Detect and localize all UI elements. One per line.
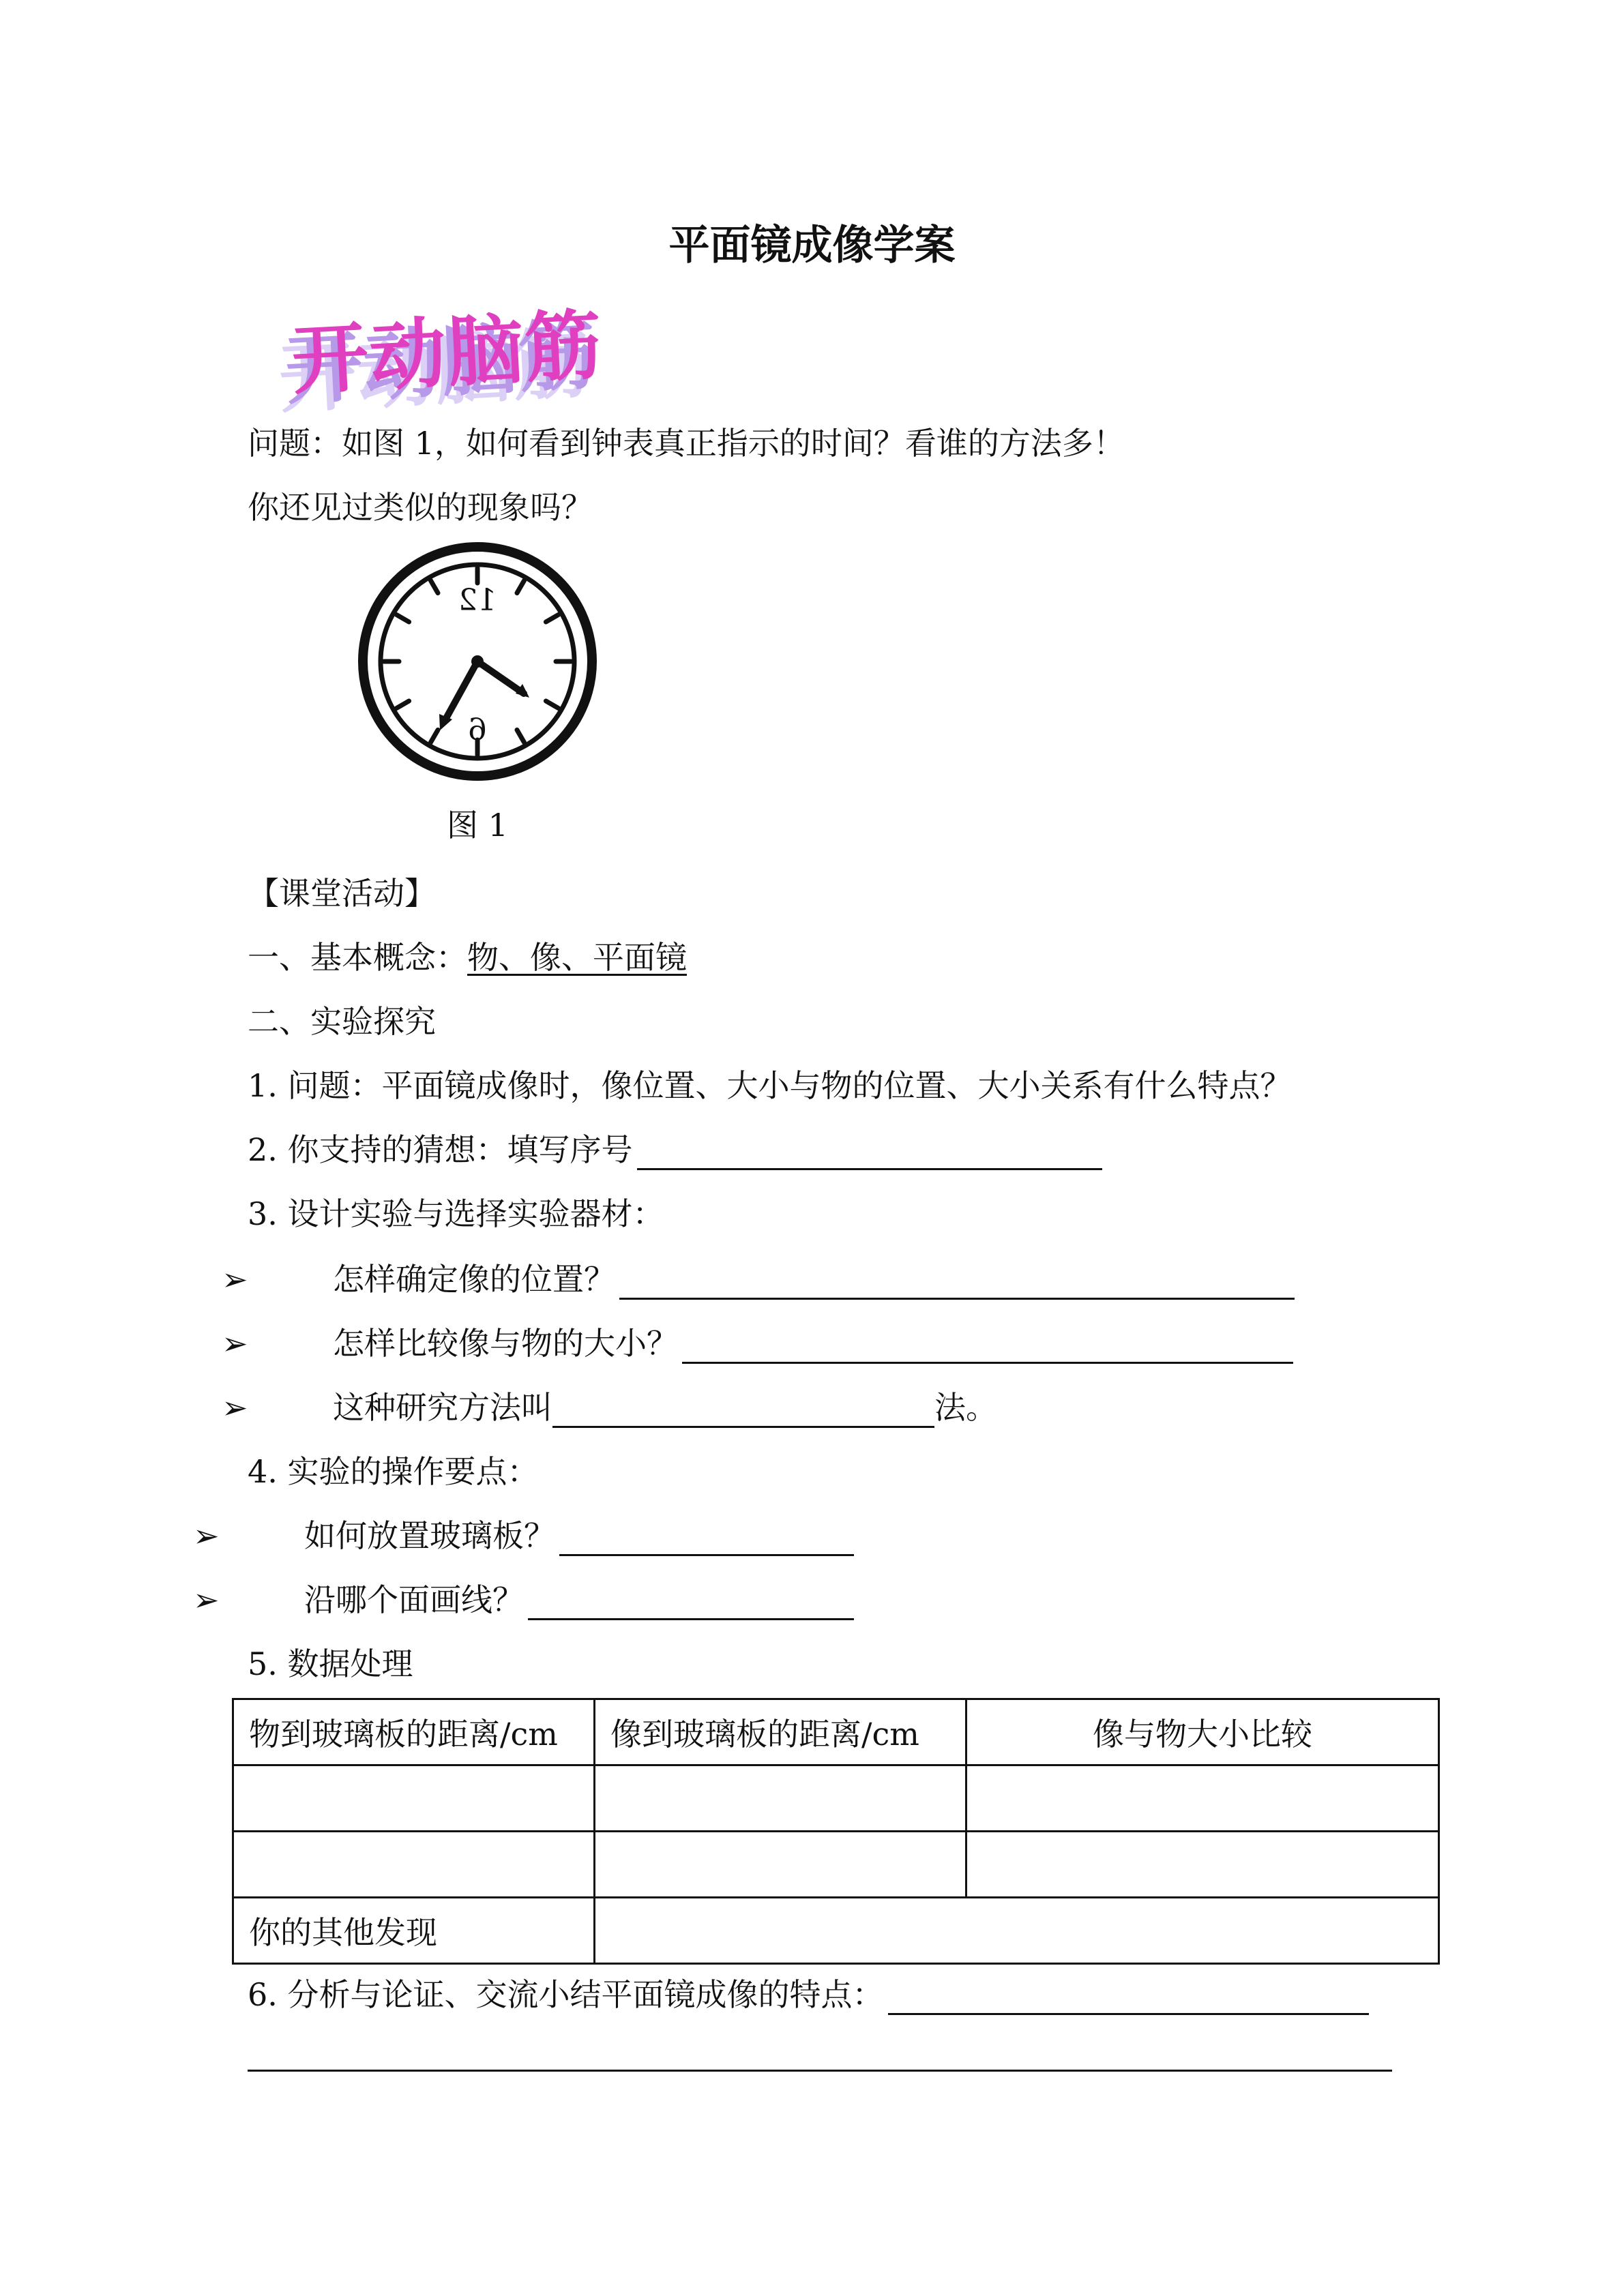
glass-placement-blank[interactable] <box>559 1521 854 1556</box>
mirrored-clock-figure <box>355 542 600 781</box>
table-cell[interactable] <box>233 1765 595 1832</box>
activity-header: 【课堂活动】 <box>248 875 436 912</box>
bullet-arrow: ➢ <box>222 1325 248 1362</box>
item-3-bullet-3-suffix: 法。 <box>934 1389 997 1426</box>
section-basic-concepts <box>248 937 687 978</box>
bullet-arrow: ➢ <box>193 1581 220 1618</box>
figure-caption: 图 1 <box>447 807 508 844</box>
item-4-operations: 4. 实验的操作要点： <box>248 1453 539 1490</box>
table-row-other-findings <box>233 1898 1439 1964</box>
table-header-image-distance: 像到玻璃板的距离/cm <box>595 1699 966 1765</box>
table-row <box>233 1832 1439 1898</box>
item-4-bullet-2-label: 沿哪个面画线？ <box>304 1581 524 1618</box>
summary-blank-line-2[interactable] <box>248 2070 1392 2072</box>
table-row <box>233 1765 1439 1832</box>
item-5-data-processing: 5. 数据处理 <box>248 1645 413 1682</box>
item-2-hypothesis <box>248 1129 1102 1170</box>
item-6-label: 6. 分析与论证、交流小结平面镜成像的特点： <box>248 1976 884 2013</box>
section-experiment: 二、实验探究 <box>248 1003 436 1040</box>
image-position-blank[interactable] <box>619 1265 1295 1300</box>
bullet-arrow: ➢ <box>193 1517 220 1554</box>
table-header-row <box>233 1699 1439 1765</box>
table-cell[interactable] <box>595 1765 966 1832</box>
table-cell[interactable] <box>233 1832 595 1898</box>
table-header-size-comparison: 像与物大小比较 <box>966 1699 1439 1765</box>
concept-terms: 物、像、平面镜 <box>467 939 687 976</box>
intro-question: 问题：如图 1，如何看到钟表真正指示的时间？看谁的方法多！ <box>248 425 1125 462</box>
item-6-summary <box>248 1974 1369 2015</box>
page-title: 平面镜成像学案 <box>668 222 956 269</box>
item-3-bullet-3-prefix: 这种研究方法叫 <box>333 1389 552 1426</box>
draw-line-blank[interactable] <box>528 1585 854 1620</box>
item-2-label: 2. 你支持的猜想：填写序号 <box>248 1131 633 1168</box>
clock-numeral-6: 6 <box>468 713 487 747</box>
table-cell[interactable] <box>595 1832 966 1898</box>
item-1-question: 1. 问题：平面镜成像时，像位置、大小与物的位置、大小关系有什么特点？ <box>248 1067 1292 1104</box>
item-3-bullet-method <box>333 1387 997 1428</box>
item-4-bullet-1-label: 如何放置玻璃板？ <box>304 1517 555 1554</box>
intro-followup: 你还见过类似的现象吗？ <box>248 489 593 526</box>
item-4-bullet-glass-placement <box>304 1515 854 1556</box>
item-3-bullet-2-label: 怎样比较像与物的大小？ <box>333 1325 678 1362</box>
item-3-bullet-size-compare <box>333 1323 1293 1364</box>
section-basic-concepts-prefix: 一、基本概念： <box>248 939 467 976</box>
bullet-arrow: ➢ <box>222 1389 248 1426</box>
method-blank[interactable] <box>552 1393 934 1428</box>
other-findings-cell[interactable] <box>595 1898 1439 1964</box>
item-3-bullet-image-position <box>333 1259 1295 1300</box>
summary-blank[interactable] <box>888 1980 1369 2015</box>
data-table <box>232 1698 1440 1965</box>
item-3-bullet-1-label: 怎样确定像的位置？ <box>333 1261 615 1298</box>
size-compare-blank[interactable] <box>682 1329 1293 1364</box>
clock-numeral-12: 12 <box>458 583 497 618</box>
table-header-object-distance: 物到玻璃板的距离/cm <box>233 1699 595 1765</box>
item-3-design: 3. 设计实验与选择实验器材： <box>248 1195 664 1232</box>
bullet-arrow: ➢ <box>222 1261 248 1298</box>
wordart-heading: 开动脑筋 <box>289 301 606 406</box>
table-cell[interactable] <box>966 1832 1439 1898</box>
item-4-bullet-draw-line <box>304 1579 854 1620</box>
table-cell[interactable] <box>966 1765 1439 1832</box>
hypothesis-blank[interactable] <box>637 1135 1102 1170</box>
other-findings-label: 你的其他发现 <box>233 1898 595 1964</box>
